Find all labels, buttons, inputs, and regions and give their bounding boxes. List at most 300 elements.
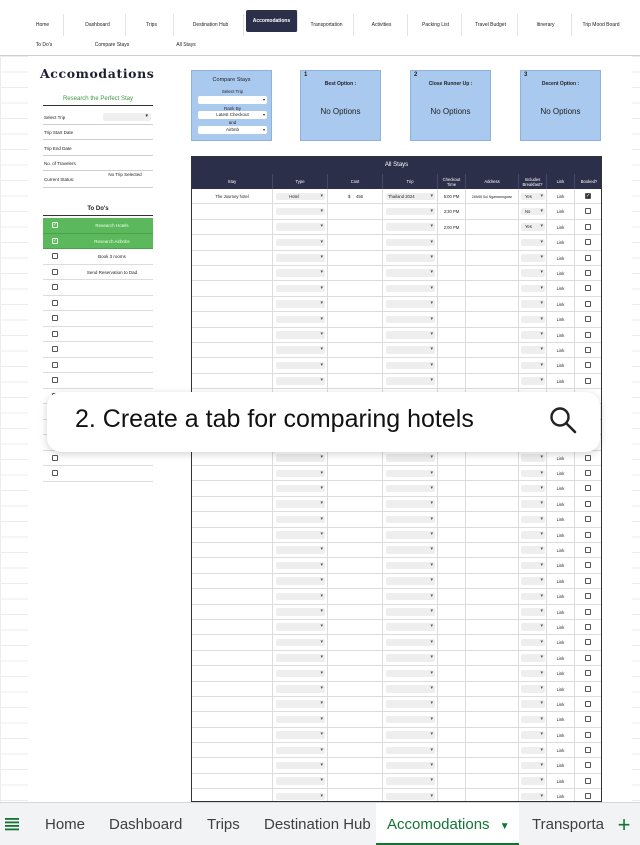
link-cell[interactable] <box>547 651 575 665</box>
booked-checkbox[interactable] <box>585 732 591 738</box>
nav-all-stays-link[interactable]: All Stays <box>176 42 196 48</box>
booked-checkbox[interactable] <box>585 378 591 384</box>
stay-cell[interactable] <box>192 589 273 603</box>
trip-cell[interactable] <box>383 343 438 357</box>
todo-checkbox[interactable] <box>52 470 58 476</box>
type-cell[interactable] <box>273 204 328 218</box>
link-cell[interactable] <box>547 682 575 696</box>
booked-checkbox[interactable] <box>585 701 591 707</box>
type-dropdown[interactable] <box>276 454 325 462</box>
link-text[interactable]: Link <box>556 301 565 307</box>
booked-checkbox[interactable] <box>585 362 591 368</box>
link-text[interactable]: Link <box>556 471 565 477</box>
link-text[interactable]: Link <box>556 240 565 246</box>
cost-cell[interactable] <box>328 251 383 265</box>
checkout-cell[interactable] <box>438 697 466 711</box>
breakfast-cell[interactable] <box>519 635 547 649</box>
stay-cell[interactable] <box>192 466 273 480</box>
breakfast-cell[interactable] <box>519 682 547 696</box>
link-cell[interactable] <box>547 481 575 495</box>
cost-cell[interactable] <box>328 235 383 249</box>
trip-dropdown[interactable] <box>386 639 435 647</box>
type-dropdown[interactable] <box>276 254 325 262</box>
breakfast-cell[interactable] <box>519 574 547 588</box>
link-cell[interactable] <box>547 774 575 788</box>
type-cell[interactable] <box>273 712 328 726</box>
stay-cell[interactable] <box>192 281 273 295</box>
link-text[interactable]: Link <box>556 578 565 584</box>
address-cell[interactable] <box>466 235 519 249</box>
checkout-cell[interactable] <box>438 204 466 218</box>
stay-cell[interactable] <box>192 358 273 372</box>
link-cell[interactable] <box>547 328 575 342</box>
breakfast-cell[interactable] <box>519 512 547 526</box>
stay-cell[interactable] <box>192 312 273 326</box>
stay-cell[interactable] <box>192 758 273 772</box>
trip-cell[interactable] <box>383 712 438 726</box>
checkout-cell[interactable] <box>438 682 466 696</box>
todo-checkbox[interactable] <box>52 455 58 461</box>
trip-cell[interactable] <box>383 266 438 280</box>
breakfast-dropdown[interactable] <box>521 331 545 339</box>
nav-itinerary-button[interactable]: Itinerary <box>520 14 572 36</box>
address-cell[interactable] <box>466 328 519 342</box>
cost-cell[interactable] <box>328 605 383 619</box>
checkout-cell[interactable] <box>438 512 466 526</box>
booked-checkbox[interactable] <box>585 285 591 291</box>
stay-cell[interactable] <box>192 343 273 357</box>
checkout-cell[interactable] <box>438 758 466 772</box>
trip-cell[interactable] <box>383 558 438 572</box>
link-text[interactable]: Link <box>556 363 565 369</box>
address-cell[interactable] <box>466 528 519 542</box>
trip-cell[interactable] <box>383 635 438 649</box>
breakfast-dropdown[interactable] <box>521 793 545 801</box>
tab-accomodations[interactable] <box>376 803 519 845</box>
type-dropdown[interactable] <box>276 731 325 739</box>
stay-cell[interactable] <box>192 574 273 588</box>
breakfast-dropdown[interactable] <box>521 377 545 385</box>
breakfast-cell[interactable] <box>519 789 547 802</box>
link-text[interactable]: Link <box>556 624 565 630</box>
type-cell[interactable] <box>273 635 328 649</box>
address-cell[interactable] <box>466 481 519 495</box>
stay-cell[interactable] <box>192 451 273 465</box>
breakfast-cell[interactable] <box>519 758 547 772</box>
stay-type-dropdown[interactable] <box>198 126 267 134</box>
link-text[interactable]: Link <box>556 224 565 230</box>
trip-cell[interactable] <box>383 204 438 218</box>
link-cell[interactable] <box>547 312 575 326</box>
link-text[interactable]: Link <box>556 717 565 723</box>
trip-cell[interactable] <box>383 666 438 680</box>
breakfast-cell[interactable] <box>519 343 547 357</box>
address-cell[interactable] <box>466 728 519 742</box>
address-cell[interactable] <box>466 343 519 357</box>
cost-cell[interactable] <box>328 343 383 357</box>
checkout-cell[interactable] <box>438 574 466 588</box>
booked-checkbox[interactable] <box>585 455 591 461</box>
trip-dropdown[interactable] <box>386 193 435 201</box>
checkout-cell[interactable] <box>438 481 466 495</box>
trip-dropdown[interactable] <box>386 654 435 662</box>
stay-cell[interactable] <box>192 728 273 742</box>
booked-checkbox[interactable] <box>585 609 591 615</box>
link-cell[interactable] <box>547 204 575 218</box>
type-cell[interactable] <box>273 774 328 788</box>
breakfast-cell[interactable] <box>519 251 547 265</box>
link-cell[interactable] <box>547 728 575 742</box>
link-cell[interactable] <box>547 666 575 680</box>
type-dropdown[interactable] <box>276 531 325 539</box>
type-dropdown[interactable] <box>276 747 325 755</box>
booked-checkbox[interactable] <box>585 716 591 722</box>
link-text[interactable]: Link <box>556 686 565 692</box>
trip-dropdown[interactable] <box>386 454 435 462</box>
booked-checkbox[interactable] <box>585 686 591 692</box>
cost-cell[interactable] <box>328 481 383 495</box>
cost-cell[interactable] <box>328 774 383 788</box>
cost-cell[interactable] <box>328 651 383 665</box>
checkout-cell[interactable] <box>438 728 466 742</box>
booked-checkbox[interactable] <box>585 670 591 676</box>
type-cell[interactable] <box>273 281 328 295</box>
stay-cell[interactable] <box>192 528 273 542</box>
type-dropdown[interactable] <box>276 500 325 508</box>
breakfast-cell[interactable] <box>519 220 547 234</box>
link-text[interactable]: Link <box>556 701 565 707</box>
checkout-cell[interactable] <box>438 266 466 280</box>
type-dropdown[interactable] <box>276 670 325 678</box>
link-cell[interactable] <box>547 374 575 388</box>
link-cell[interactable] <box>547 512 575 526</box>
tab-home[interactable]: Home <box>45 816 86 833</box>
cost-cell[interactable] <box>328 358 383 372</box>
link-text[interactable]: Link <box>556 501 565 507</box>
type-cell[interactable] <box>273 328 328 342</box>
link-cell[interactable] <box>547 266 575 280</box>
type-dropdown[interactable] <box>276 362 325 370</box>
stay-cell[interactable] <box>192 743 273 757</box>
link-text[interactable]: Link <box>556 655 565 661</box>
checkout-cell[interactable] <box>438 358 466 372</box>
stay-cell[interactable] <box>192 497 273 511</box>
trip-dropdown[interactable] <box>386 747 435 755</box>
type-cell[interactable] <box>273 728 328 742</box>
type-dropdown[interactable] <box>276 608 325 616</box>
cost-cell[interactable] <box>328 758 383 772</box>
breakfast-dropdown[interactable] <box>521 208 545 216</box>
todo-checkbox[interactable] <box>52 300 58 306</box>
booked-checkbox[interactable] <box>585 485 591 491</box>
address-cell[interactable] <box>466 297 519 311</box>
link-text[interactable]: Link <box>556 486 565 492</box>
nav-compare-stays-link[interactable]: Compare Stays <box>94 42 130 48</box>
nav-home-button[interactable]: Home <box>22 14 64 36</box>
breakfast-cell[interactable] <box>519 312 547 326</box>
breakfast-cell[interactable] <box>519 297 547 311</box>
link-cell[interactable] <box>547 743 575 757</box>
link-cell[interactable] <box>547 189 575 203</box>
address-cell[interactable] <box>466 281 519 295</box>
stay-cell[interactable] <box>192 204 273 218</box>
todo-checkbox[interactable] <box>52 284 58 290</box>
type-dropdown[interactable] <box>276 716 325 724</box>
trip-dropdown[interactable] <box>386 316 435 324</box>
booked-checkbox[interactable] <box>585 547 591 553</box>
breakfast-cell[interactable] <box>519 189 547 203</box>
breakfast-dropdown[interactable] <box>521 223 545 231</box>
breakfast-cell[interactable] <box>519 774 547 788</box>
breakfast-dropdown[interactable] <box>521 546 545 554</box>
breakfast-dropdown[interactable] <box>521 777 545 785</box>
cost-cell[interactable] <box>328 728 383 742</box>
stay-cell[interactable] <box>192 512 273 526</box>
checkout-cell[interactable] <box>438 497 466 511</box>
checkout-cell[interactable] <box>438 328 466 342</box>
booked-checkbox[interactable] <box>585 316 591 322</box>
link-cell[interactable] <box>547 220 575 234</box>
address-cell[interactable] <box>466 497 519 511</box>
address-cell[interactable] <box>466 743 519 757</box>
link-text[interactable]: Link <box>556 194 565 199</box>
type-dropdown[interactable] <box>276 377 325 385</box>
checkout-cell[interactable] <box>438 712 466 726</box>
link-cell[interactable] <box>547 251 575 265</box>
trip-dropdown[interactable] <box>386 562 435 570</box>
stay-cell[interactable] <box>192 297 273 311</box>
trip-dropdown[interactable] <box>386 531 435 539</box>
breakfast-cell[interactable] <box>519 328 547 342</box>
type-cell[interactable] <box>273 574 328 588</box>
booked-checkbox[interactable] <box>585 224 591 230</box>
cost-cell[interactable] <box>328 574 383 588</box>
address-cell[interactable] <box>466 697 519 711</box>
breakfast-dropdown[interactable] <box>521 300 545 308</box>
trip-cell[interactable] <box>383 358 438 372</box>
type-dropdown[interactable] <box>276 685 325 693</box>
checkout-cell[interactable] <box>438 635 466 649</box>
trip-dropdown[interactable] <box>386 208 435 216</box>
booked-checkbox[interactable] <box>585 347 591 353</box>
link-cell[interactable] <box>547 558 575 572</box>
type-dropdown[interactable] <box>276 593 325 601</box>
trip-cell[interactable] <box>383 528 438 542</box>
type-cell[interactable] <box>273 297 328 311</box>
trip-cell[interactable] <box>383 589 438 603</box>
todo-checkbox[interactable] <box>52 362 58 368</box>
booked-checkbox[interactable] <box>585 470 591 476</box>
checkout-cell[interactable] <box>438 743 466 757</box>
cost-cell[interactable] <box>328 682 383 696</box>
trip-dropdown[interactable] <box>386 716 435 724</box>
link-cell[interactable] <box>547 758 575 772</box>
cost-cell[interactable] <box>328 266 383 280</box>
breakfast-dropdown[interactable] <box>521 531 545 539</box>
stay-cell[interactable] <box>192 481 273 495</box>
trip-cell[interactable] <box>383 697 438 711</box>
trip-dropdown[interactable] <box>386 546 435 554</box>
address-cell[interactable] <box>466 620 519 634</box>
todo-checkbox[interactable] <box>52 346 58 352</box>
stay-cell[interactable] <box>192 605 273 619</box>
cost-cell[interactable] <box>328 466 383 480</box>
breakfast-dropdown[interactable] <box>521 562 545 570</box>
breakfast-cell[interactable] <box>519 651 547 665</box>
booked-checkbox[interactable] <box>585 747 591 753</box>
trip-dropdown[interactable] <box>386 269 435 277</box>
breakfast-dropdown[interactable] <box>521 500 545 508</box>
nav-packing-list-button[interactable]: Packing List <box>410 14 462 36</box>
link-cell[interactable] <box>547 466 575 480</box>
trip-dropdown[interactable] <box>386 346 435 354</box>
trip-dropdown[interactable] <box>386 731 435 739</box>
booked-checkbox[interactable] <box>585 639 591 645</box>
link-text[interactable]: Link <box>556 517 565 523</box>
breakfast-dropdown[interactable] <box>521 608 545 616</box>
stay-cell[interactable] <box>192 697 273 711</box>
nav-dashboard-button[interactable]: Dashboard <box>70 14 126 36</box>
link-cell[interactable] <box>547 620 575 634</box>
stay-cell[interactable] <box>192 635 273 649</box>
breakfast-cell[interactable] <box>519 497 547 511</box>
breakfast-cell[interactable] <box>519 466 547 480</box>
todo-checkbox[interactable] <box>52 315 58 321</box>
type-cell[interactable] <box>273 481 328 495</box>
type-cell[interactable] <box>273 543 328 557</box>
address-cell[interactable] <box>466 374 519 388</box>
type-cell[interactable] <box>273 558 328 572</box>
address-cell[interactable] <box>466 266 519 280</box>
booked-checkbox[interactable] <box>585 562 591 568</box>
link-text[interactable]: Link <box>556 563 565 569</box>
link-cell[interactable] <box>547 297 575 311</box>
breakfast-dropdown[interactable] <box>521 454 545 462</box>
type-dropdown[interactable] <box>276 793 325 801</box>
add-sheet-button[interactable]: + <box>608 803 640 845</box>
stay-cell[interactable] <box>192 266 273 280</box>
type-cell[interactable] <box>273 651 328 665</box>
link-cell[interactable] <box>547 528 575 542</box>
stay-cell[interactable] <box>192 666 273 680</box>
link-cell[interactable] <box>547 789 575 802</box>
type-dropdown[interactable] <box>276 346 325 354</box>
breakfast-dropdown[interactable] <box>521 516 545 524</box>
booked-checkbox[interactable] <box>585 193 591 199</box>
chevron-down-icon[interactable]: ▼ <box>499 821 510 832</box>
address-cell[interactable] <box>466 512 519 526</box>
link-cell[interactable] <box>547 358 575 372</box>
breakfast-dropdown[interactable] <box>521 731 545 739</box>
type-dropdown[interactable] <box>276 654 325 662</box>
booked-checkbox[interactable] <box>585 778 591 784</box>
trip-dropdown[interactable] <box>386 793 435 801</box>
stay-cell[interactable] <box>192 235 273 249</box>
trip-dropdown[interactable] <box>386 239 435 247</box>
breakfast-dropdown[interactable] <box>521 700 545 708</box>
address-cell[interactable] <box>466 543 519 557</box>
type-cell[interactable] <box>273 620 328 634</box>
link-cell[interactable] <box>547 281 575 295</box>
type-dropdown[interactable] <box>276 639 325 647</box>
type-cell[interactable] <box>273 682 328 696</box>
breakfast-cell[interactable] <box>519 204 547 218</box>
breakfast-cell[interactable] <box>519 697 547 711</box>
tab-transportation[interactable]: Transporta <box>532 816 604 833</box>
trip-cell[interactable] <box>383 220 438 234</box>
type-dropdown[interactable] <box>276 285 325 293</box>
link-text[interactable]: Link <box>556 609 565 615</box>
trip-dropdown[interactable] <box>386 470 435 478</box>
type-cell[interactable] <box>273 758 328 772</box>
link-text[interactable]: Link <box>556 286 565 292</box>
trip-cell[interactable] <box>383 605 438 619</box>
type-dropdown[interactable] <box>276 777 325 785</box>
stay-cell[interactable] <box>192 789 273 802</box>
nav-activities-button[interactable]: Activities <box>356 14 408 36</box>
trip-dropdown[interactable] <box>386 223 435 231</box>
address-cell[interactable] <box>466 605 519 619</box>
address-cell[interactable] <box>466 466 519 480</box>
stay-cell[interactable] <box>192 620 273 634</box>
breakfast-dropdown[interactable] <box>521 269 545 277</box>
type-cell[interactable] <box>273 497 328 511</box>
nav-transportation-button[interactable]: Transportation <box>300 14 354 36</box>
trip-dropdown[interactable] <box>386 362 435 370</box>
checkout-cell[interactable] <box>438 343 466 357</box>
type-cell[interactable] <box>273 312 328 326</box>
address-cell[interactable] <box>466 189 519 203</box>
todo-checkbox[interactable] <box>52 377 58 383</box>
type-dropdown[interactable] <box>276 208 325 216</box>
cost-cell[interactable] <box>328 204 383 218</box>
address-cell[interactable] <box>466 712 519 726</box>
trip-cell[interactable] <box>383 481 438 495</box>
type-cell[interactable] <box>273 358 328 372</box>
checkout-cell[interactable] <box>438 620 466 634</box>
cost-cell[interactable] <box>328 697 383 711</box>
breakfast-dropdown[interactable] <box>521 239 545 247</box>
trip-cell[interactable] <box>383 312 438 326</box>
link-cell[interactable] <box>547 712 575 726</box>
tab-trips[interactable]: Trips <box>207 816 240 833</box>
link-text[interactable]: Link <box>556 732 565 738</box>
address-cell[interactable] <box>466 589 519 603</box>
booked-checkbox[interactable] <box>585 762 591 768</box>
trip-cell[interactable] <box>383 374 438 388</box>
stay-cell[interactable] <box>192 220 273 234</box>
link-text[interactable]: Link <box>556 763 565 769</box>
link-text[interactable]: Link <box>556 317 565 323</box>
cost-cell[interactable] <box>328 512 383 526</box>
checkout-cell[interactable] <box>438 543 466 557</box>
type-dropdown[interactable] <box>276 700 325 708</box>
trip-cell[interactable] <box>383 774 438 788</box>
link-text[interactable]: Link <box>556 270 565 276</box>
link-cell[interactable] <box>547 343 575 357</box>
type-cell[interactable] <box>273 666 328 680</box>
type-cell[interactable] <box>273 697 328 711</box>
cost-cell[interactable] <box>328 312 383 326</box>
trip-dropdown[interactable] <box>386 377 435 385</box>
cost-cell[interactable] <box>328 451 383 465</box>
type-dropdown[interactable] <box>276 239 325 247</box>
trip-dropdown[interactable] <box>386 608 435 616</box>
link-text[interactable]: Link <box>556 209 565 215</box>
cost-cell[interactable] <box>328 497 383 511</box>
todo-checkbox[interactable] <box>52 222 58 228</box>
checkout-cell[interactable] <box>438 235 466 249</box>
